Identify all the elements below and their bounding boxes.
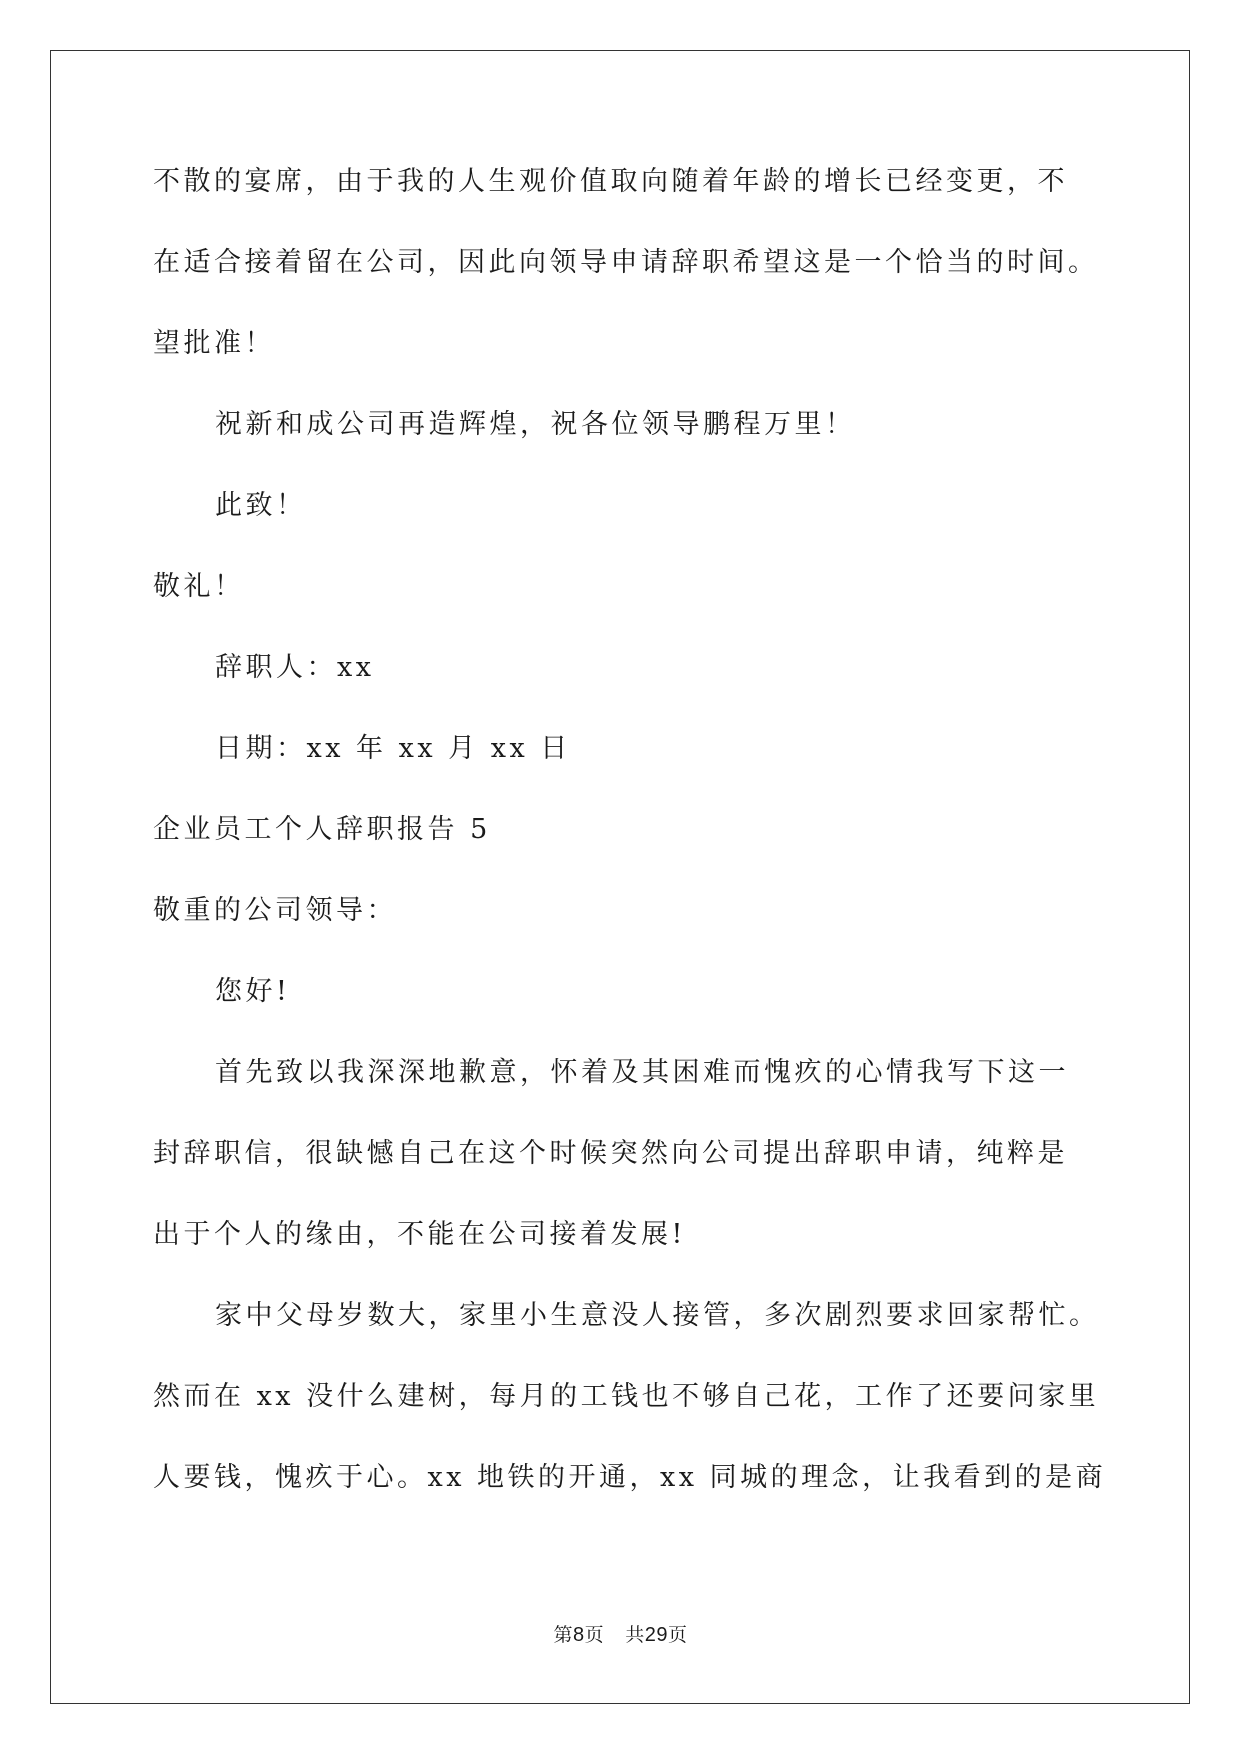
recipient-line: 敬重的公司领导： — [153, 895, 397, 926]
greeting-line: 您好! — [215, 976, 291, 1007]
salutation-cizhi: 此致！ — [215, 490, 307, 521]
closing-wishes: 祝新和成公司再造辉煌，祝各位领导鹏程万里！ — [215, 409, 856, 440]
footer-total-prefix: 共 — [625, 1625, 645, 1646]
document-body — [153, 165, 1107, 1542]
signer-line: 辞职人：xx — [215, 652, 375, 683]
page-footer — [0, 1620, 1241, 1647]
current-page-number: 8 — [573, 1624, 585, 1646]
paragraph-line: 在适合接着留在公司，因此向领导申请辞职希望这是一个恰当的时间。 — [153, 247, 1099, 278]
total-pages-number: 29 — [644, 1624, 668, 1646]
paragraph-line: 家中父母岁数大，家里小生意没人接管，多次剧烈要求回家帮忙。 — [215, 1300, 1100, 1331]
paragraph-line: 首先致以我深深地歉意，怀着及其困难而愧疚的心情我写下这一 — [215, 1057, 1069, 1088]
footer-page-unit: 页 — [584, 1625, 605, 1646]
paragraph-line: 望批准！ — [153, 328, 275, 359]
footer-total-unit: 页 — [667, 1625, 688, 1646]
date-line: 日期：xx 年 xx 月 xx 日 — [215, 733, 571, 764]
paragraph-line: 然而在 xx 没什么建树，每月的工钱也不够自己花，工作了还要问家里 — [153, 1381, 1100, 1412]
paragraph-line: 不散的宴席，由于我的人生观价值取向随着年龄的增长已经变更，不 — [153, 166, 1068, 197]
footer-prefix: 第 — [553, 1625, 574, 1646]
paragraph-line: 人要钱，愧疚于心。xx 地铁的开通，xx 同城的理念，让我看到的是商 — [153, 1462, 1107, 1493]
paragraph-line: 出于个人的缘由，不能在公司接着发展! — [153, 1219, 686, 1250]
paragraph-line: 封辞职信，很缺憾自己在这个时候突然向公司提出辞职申请，纯粹是 — [153, 1138, 1068, 1169]
section-title: 企业员工个人辞职报告 5 — [153, 814, 491, 845]
salutation-jingli: 敬礼！ — [153, 571, 245, 602]
